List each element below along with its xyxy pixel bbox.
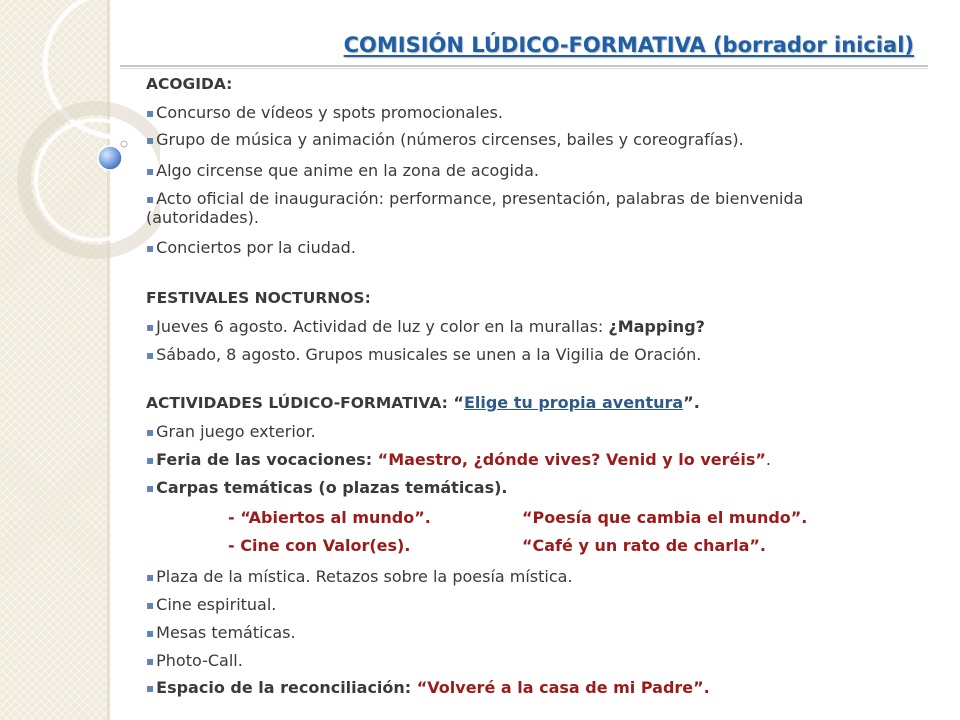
reconciliacion-quote: “Volveré a la casa de mi Padre”. (416, 678, 710, 697)
list-item: ▪ Sábado, 8 agosto. Grupos musicales se unen a la Vigilia de Oración. (146, 345, 701, 366)
list-item: ▪ Mesas temáticas. (146, 623, 296, 644)
list-item: ▪ Conciertos por la ciudad. (146, 238, 356, 259)
list-item: ▪ Grupo de música y animación (números circenses, bailes y coreografías). (146, 130, 744, 151)
list-item (146, 450, 771, 471)
quote-close: ”. (683, 393, 700, 412)
list-item: ▪ Algo circense que anime en la zona de acogida. (146, 161, 539, 182)
list-item (146, 317, 705, 338)
aventura-link[interactable]: Elige tu propia aventura (463, 393, 684, 412)
festivales-heading: FESTIVALES NOCTURNOS: (146, 289, 371, 307)
list-item: ▪ Carpas temáticas (o plazas temáticas). (146, 478, 508, 499)
list-item: ▪ Cine espiritual. (146, 595, 276, 616)
carpa-row-prefix: - (228, 508, 241, 527)
list-item (146, 678, 710, 699)
carpa-cafe (522, 536, 766, 555)
carpa-abiertos: “Abiertos al mundo”. (240, 508, 431, 527)
page-title: COMISIÓN LÚDICO-FORMATIVA (borrador inicial) (343, 33, 914, 57)
list-item-bold: ¿Mapping? (608, 317, 705, 336)
quote-open: “ (447, 393, 464, 412)
carpa-row-1 (228, 508, 431, 527)
list-item-text: Jueves 6 agosto. Actividad de luz y color en la murallas: (156, 317, 609, 336)
list-item: ▪ Photo-Call. (146, 651, 243, 672)
title-bar (120, 33, 928, 69)
carpa-poesia-text: “Poesía que cambia el mundo”. (522, 508, 808, 527)
feria-quote: “Maestro, ¿dónde vives? Venid y lo veréis” (377, 450, 766, 469)
acogida-heading: ACOGIDA: (146, 75, 233, 93)
reconciliacion-label: Espacio de la reconciliación: (156, 678, 417, 697)
blue-dot-icon (98, 146, 122, 170)
list-item-continuation: (autoridades). (146, 208, 259, 227)
carpa-poesia (522, 508, 807, 527)
feria-label: Feria de las vocaciones: (156, 450, 378, 469)
list-item: ▪ Gran juego exterior. (146, 422, 316, 443)
title-underline-shadow (120, 68, 928, 69)
carpa-cine (228, 536, 410, 555)
actividades-heading: ACTIVIDADES LÚDICO-FORMATIVA: (146, 394, 448, 412)
title-underline (120, 65, 928, 67)
list-item: ▪ Concurso de vídeos y spots promocionales. (146, 103, 503, 124)
feria-end: . (765, 450, 771, 469)
carpa-cine-text: - Cine con Valor(es). (228, 536, 411, 555)
list-item: ▪ Acto oficial de inauguración: performance, presentación, palabras de bienvenida (146, 189, 803, 210)
carpa-cafe-text: “Café y un rato de charla”. (522, 536, 766, 555)
list-item: ▪ Plaza de la mística. Retazos sobre la poesía mística. (146, 567, 573, 588)
actividades-heading-line (146, 393, 700, 413)
